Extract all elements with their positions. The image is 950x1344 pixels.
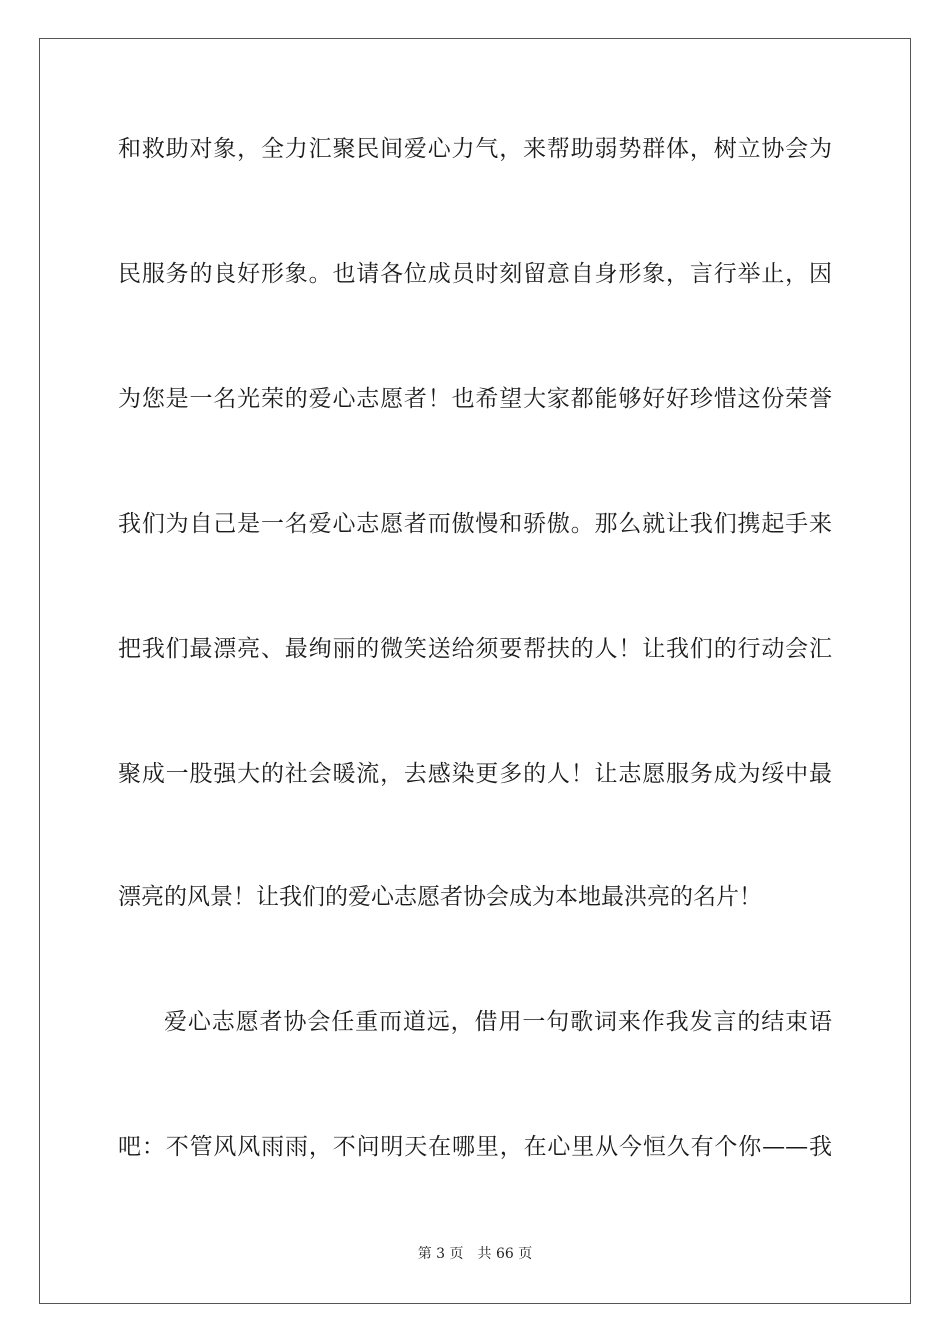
text-line: 为您是一名光荣的爱心志愿者！也希望大家都能够好好珍惜这份荣誉 [118,386,832,412]
page-footer [0,1244,950,1264]
text-line: 漂亮的风景！让我们的爱心志愿者协会成为本地最洪亮的名片！ [118,884,762,910]
page-number-total: 共 66 页 [477,1246,533,1262]
text-line: 把我们最漂亮、最绚丽的微笑送给须要帮扶的人！让我们的行动会汇 [118,636,832,662]
text-line-paragraph-start: 爱心志愿者协会任重而道远，借用一句歌词来作我发言的结束语 [164,1009,832,1035]
page-number-current: 第 3 页 [417,1246,464,1262]
text-line: 民服务的良好形象。也请各位成员时刻留意自身形象，言行举止，因 [118,261,832,287]
text-line: 吧：不管风风雨雨，不问明天在哪里，在心里从今恒久有个你——我 [118,1134,832,1160]
text-line: 我们为自己是一名爱心志愿者而傲慢和骄傲。那么就让我们携起手来 [118,511,832,537]
page-border [39,38,911,1304]
text-line: 和救助对象，全力汇聚民间爱心力气，来帮助弱势群体，树立协会为 [118,136,832,162]
text-line: 聚成一股强大的社会暖流，去感染更多的人！让志愿服务成为绥中最 [118,761,832,787]
